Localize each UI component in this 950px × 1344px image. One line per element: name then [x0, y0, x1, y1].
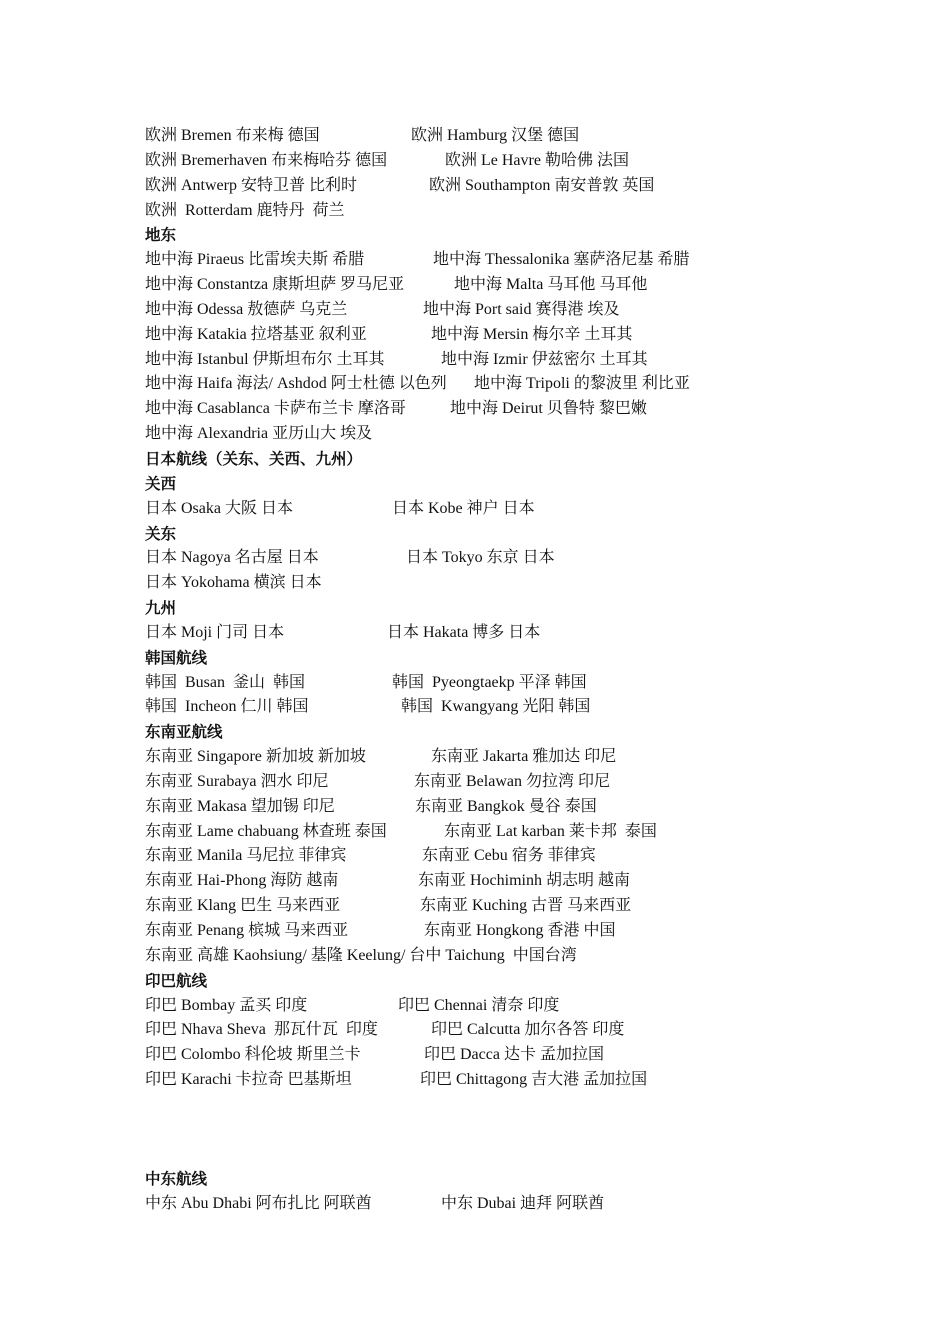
port-entry: 东南亚 Klang 巴生 马来西亚: [145, 897, 341, 915]
port-entry: 地中海 Istanbul 伊斯坦布尔 土耳其: [145, 350, 385, 368]
port-entry: 欧洲 Bremen 布来梅 德国: [145, 127, 320, 144]
port-entry: 地中海 Casablanca 卡萨布兰卡 摩洛哥: [145, 400, 406, 418]
port-entry: 地中海 Odessa 敖德萨 乌克兰: [145, 300, 348, 318]
port-entry: 欧洲 Bremerhaven 布来梅哈芬 德国: [145, 151, 388, 169]
port-entry: 日本 Osaka 大阪 日本: [145, 499, 293, 517]
port-entry: 地中海 Port said 赛得港 埃及: [423, 300, 620, 318]
port-entry: 地中海 Tripoli 的黎波里 利比亚: [474, 375, 690, 393]
port-entry: 日本 Tokyo 东京 日本: [406, 549, 555, 567]
port-entry: 欧洲 Antwerp 安特卫普 比利时: [145, 176, 357, 194]
list-item: [145, 571, 905, 596]
subsection-heading: 关西: [145, 474, 177, 493]
port-entry: 印巴 Karachi 卡拉奇 巴基斯坦: [145, 1071, 352, 1089]
port-entry: 东南亚 Jakarta 雅加达 印尼: [431, 748, 617, 766]
port-entry: 印巴 Colombo 科伦坡 斯里兰卡: [145, 1046, 361, 1064]
port-entry: 印巴 Calcutta 加尔各答 印度: [431, 1021, 625, 1039]
route-list: [145, 124, 905, 1217]
list-item: [145, 397, 905, 422]
port-entry: 印巴 Nhava Sheva 那瓦什瓦 印度: [145, 1021, 378, 1039]
port-entry: 地中海 Katakia 拉塔基亚 叙利亚: [145, 325, 367, 343]
port-entry: 中东 Dubai 迪拜 阿联酋: [441, 1195, 605, 1213]
port-entry: 印巴 Chittagong 吉大港 孟加拉国: [420, 1071, 648, 1089]
port-entry: 东南亚 Lame chabuang 林查班 泰国: [145, 822, 387, 840]
section-heading: 中东航线: [145, 1170, 208, 1189]
port-entry: 欧洲 Hamburg 汉堡 德国: [411, 127, 580, 144]
port-entry: 东南亚 高雄 Kaohsiung/ 基隆 Keelung/ 台中 Taichung 中国台湾: [145, 946, 577, 964]
port-entry: 东南亚 Penang 槟城 马来西亚: [145, 922, 349, 939]
list-item: [145, 820, 905, 845]
list-item: [145, 770, 905, 795]
port-entry: 地中海 Alexandria 亚历山大 埃及: [145, 425, 373, 443]
list-item: [145, 124, 905, 149]
port-entry: 日本 Yokohama 横滨 日本: [145, 574, 322, 592]
port-entry: 中东 Abu Dhabi 阿布扎比 阿联酋: [145, 1195, 372, 1213]
list-item: [145, 844, 905, 869]
subsection-heading: 九州: [145, 599, 177, 618]
list-item: [145, 1192, 905, 1217]
list-item: [145, 745, 905, 770]
list-item: [145, 671, 905, 696]
port-entry: 东南亚 Manila 马尼拉 菲律宾: [145, 847, 347, 865]
port-entry: 东南亚 Lat karban 莱卡邦 泰国: [444, 822, 657, 840]
list-item: [145, 174, 905, 199]
list-item: [145, 298, 905, 323]
port-entry: 韩国 Incheon 仁川 韩国: [145, 698, 309, 716]
list-item: [145, 621, 905, 646]
section-heading: 地东: [145, 226, 177, 245]
port-entry: 韩国 Pyeongtaekp 平泽 韩国: [392, 673, 587, 691]
port-entry: 日本 Nagoya 名古屋 日本: [145, 549, 319, 567]
list-item: [145, 869, 905, 894]
list-item: [145, 497, 905, 522]
port-entry: 欧洲 Le Havre 勒哈佛 法国: [445, 151, 629, 169]
list-item: [145, 273, 905, 298]
section-heading: 印巴航线: [145, 971, 208, 990]
port-entry: 东南亚 Belawan 勿拉湾 印尼: [414, 772, 610, 790]
port-entry: 东南亚 Cebu 宿务 菲律宾: [422, 847, 596, 865]
port-entry: 地中海 Haifa 海法/ Ashdod 阿士杜德 以色列: [145, 375, 447, 393]
list-item: [145, 994, 905, 1019]
port-entry: 欧洲 Rotterdam 鹿特丹 荷兰: [145, 201, 345, 219]
port-entry: 日本 Kobe 神户 日本: [392, 499, 535, 517]
port-entry: 欧洲 Southampton 南安普敦 英国: [429, 176, 655, 194]
list-item: [145, 1068, 905, 1093]
port-entry: 地中海 Thessalonika 塞萨洛尼基 希腊: [433, 251, 690, 269]
list-item: [145, 248, 905, 273]
port-entry: 东南亚 Singapore 新加坡 新加坡: [145, 748, 366, 766]
port-entry: 东南亚 Bangkok 曼谷 泰国: [415, 797, 597, 815]
port-entry: 东南亚 Hongkong 香港 中国: [424, 922, 616, 939]
section-heading: 日本航线（关东、关西、九州）: [145, 449, 363, 468]
list-item: [145, 1018, 905, 1043]
list-item: [145, 422, 905, 447]
list-item: [145, 795, 905, 820]
port-entry: 东南亚 Makasa 望加锡 印尼: [145, 797, 335, 815]
list-item: [145, 372, 905, 397]
port-entry: 地中海 Mersin 梅尔辛 土耳其: [431, 325, 633, 343]
list-item: [145, 695, 905, 720]
list-item: [145, 323, 905, 348]
list-item: [145, 919, 905, 944]
list-item: [145, 894, 905, 919]
port-entry: 韩国 Busan 釜山 韩国: [145, 673, 306, 691]
section-heading: 东南亚航线: [145, 723, 223, 742]
list-item: [145, 348, 905, 373]
port-entry: 日本 Moji 门司 日本: [145, 623, 285, 641]
list-item: [145, 546, 905, 571]
list-item: [145, 944, 905, 969]
list-item: [145, 149, 905, 174]
port-entry: 印巴 Chennai 清奈 印度: [398, 996, 560, 1014]
port-entry: 地中海 Izmir 伊兹密尔 土耳其: [441, 350, 648, 368]
list-item: [145, 199, 905, 224]
port-entry: 地中海 Deirut 贝鲁特 黎巴嫩: [450, 400, 647, 418]
section-heading: 韩国航线: [145, 648, 208, 667]
port-entry: 印巴 Bombay 孟买 印度: [145, 996, 308, 1014]
port-entry: 东南亚 Hai-Phong 海防 越南: [145, 872, 339, 890]
blank-space: [145, 1093, 905, 1168]
port-entry: 地中海 Piraeus 比雷埃夫斯 希腊: [145, 251, 365, 269]
port-entry: 东南亚 Kuching 古晋 马来西亚: [420, 897, 632, 915]
port-entry: 地中海 Constantza 康斯坦萨 罗马尼亚: [145, 276, 405, 294]
port-entry: 日本 Hakata 博多 日本: [387, 623, 541, 641]
port-entry: 地中海 Malta 马耳他 马耳他: [454, 276, 648, 294]
subsection-heading: 关东: [145, 524, 177, 543]
port-entry: 韩国 Kwangyang 光阳 韩国: [401, 698, 591, 716]
port-entry: 东南亚 Surabaya 泗水 印尼: [145, 772, 329, 790]
port-entry: 印巴 Dacca 达卡 孟加拉国: [424, 1046, 604, 1064]
port-entry: 东南亚 Hochiminh 胡志明 越南: [418, 872, 630, 890]
list-item: [145, 1043, 905, 1068]
